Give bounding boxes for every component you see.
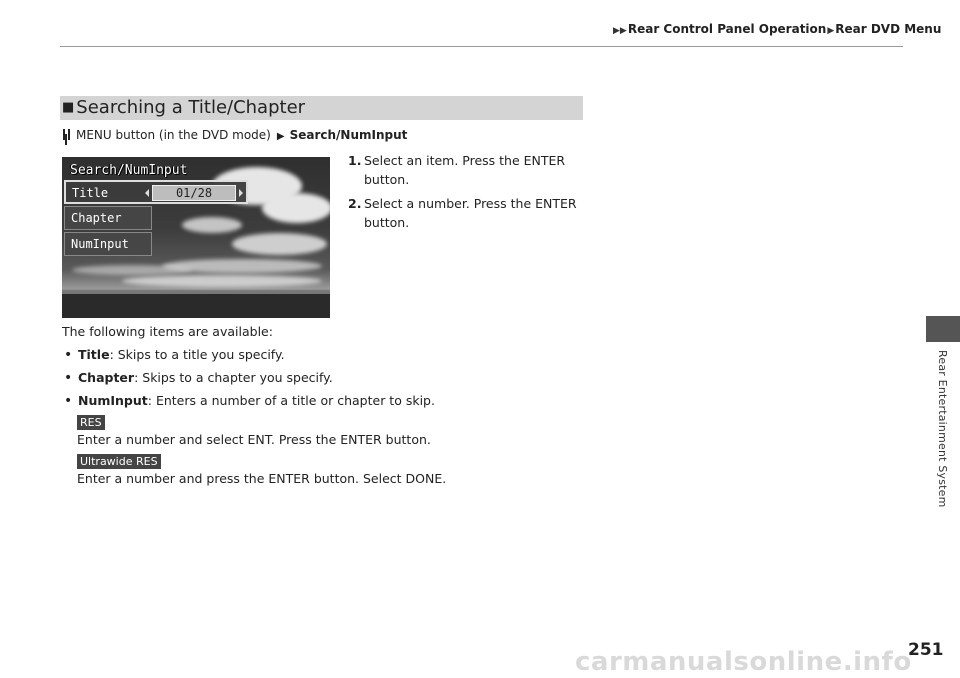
osd-item-chapter [64,206,152,230]
item-term: Title [78,347,110,362]
menu-path-target: Search/NumInput [289,128,408,142]
step-number: 1. [348,153,362,168]
header-divider [60,46,903,47]
item-term: Chapter [78,370,135,385]
step-item [348,194,588,232]
osd-item-label: Chapter [71,211,122,225]
cloud [122,275,322,287]
res-note: Enter a number and select ENT. Press the ENTER button. [77,432,431,447]
arrow-icon: ▶ [276,131,285,142]
cloud [232,233,327,255]
hand-icon [62,129,72,140]
ultrawide-res-note: Enter a number and press the ENTER button. Select DONE. [77,471,447,486]
dvd-screen-image [62,157,330,318]
item-desc: : Skips to a chapter you specify. [134,370,333,385]
list-item [62,392,582,415]
page-number: 251 [908,640,944,660]
breadcrumb-part-2: Rear DVD Menu [835,22,942,36]
menu-path-text: MENU button (in the DVD mode) [76,128,271,142]
osd-item-numinput [64,232,152,256]
osd-title-value: 01/28 [152,185,236,201]
available-intro: The following items are available: [62,324,273,339]
section-title: Searching a Title/Chapter [76,97,306,118]
list-item [62,369,582,392]
triangle-icon: ▶▶ [613,26,627,36]
step-text: Select an item. Press the ENTER button. [364,153,566,187]
ultrawide-res-badge: Ultrawide RES [77,454,161,469]
items-list [62,346,582,415]
triangle-icon: ▶ [827,26,835,36]
step-text: Select a number. Press the ENTER button. [364,196,577,230]
square-bullet-icon: ■ [62,100,75,115]
cloud [262,193,330,223]
step-number: 2. [348,196,362,211]
step-item [348,151,588,189]
bullet-icon: • [64,393,73,409]
triangle-right-icon [239,189,243,197]
steps-list [348,151,588,237]
osd-title: Search/NumInput [70,163,188,178]
watermark: carmanualsonline.info [575,647,912,677]
cloud [72,265,192,275]
menu-path [62,128,407,142]
bullet-icon: • [64,370,73,386]
osd-item-label: Title [72,186,109,200]
res-badge: RES [77,415,105,430]
chapter-tab [926,316,960,342]
chapter-side-label: Rear Entertainment System [936,350,949,508]
breadcrumb-part-1: Rear Control Panel Operation [627,22,827,36]
osd-item-label: NumInput [71,237,129,251]
section-header [60,96,583,120]
ground [62,294,330,318]
osd-item-title [64,180,248,204]
item-desc: : Enters a number of a title or chapter to skip. [147,393,435,408]
cloud [182,217,242,233]
list-item [62,346,582,369]
item-desc: : Skips to a title you specify. [109,347,285,362]
bullet-icon: • [64,347,73,363]
item-term: NumInput [78,393,148,408]
triangle-left-icon [145,189,149,197]
breadcrumb [612,22,941,36]
